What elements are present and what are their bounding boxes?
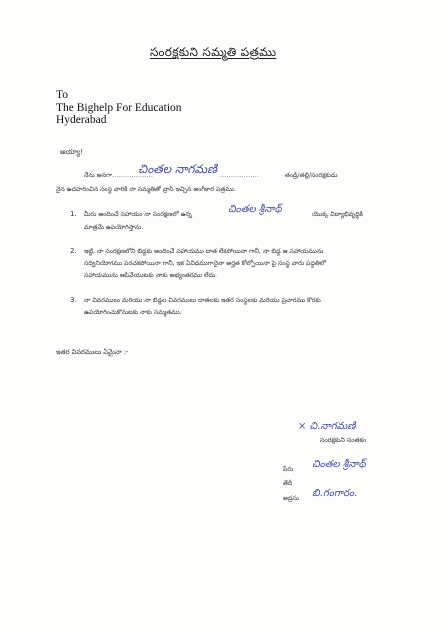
intro-dots-1: ................... <box>112 172 154 179</box>
item-1-number: 1. <box>70 210 77 218</box>
other-details-label: ఇతర వివరములు ఏమైనా :- <box>56 348 129 356</box>
item-2-line-1: ఇట్టి, నా సంరక్షణలోని బిడ్డకు అందించే సహాయము దాత లేకపోయినా గానీ, నా బిడ్డ ఆ సహాయమును <box>84 248 324 255</box>
item-2-number: 2. <box>70 247 77 255</box>
address-field-label: అడ్రసు <box>283 495 300 502</box>
item-2-line-2: సద్వినియోగము పరచకపోయినా గానీ, ఇక ఏవిధముగానైనా అర్హత కోల్పోయినా పై సంస్థ వారు పద్ధతిలో <box>84 260 327 267</box>
item-3-line-2: ఉపయోగించుకొనుటకు నాకు సమ్మతము. <box>84 309 182 316</box>
item-1-text-b: యొక్క విద్యాభివృద్ధికి <box>312 211 363 218</box>
recipient-address-block <box>56 89 182 127</box>
address-field-handwritten: బి.గంగారం. <box>312 488 358 499</box>
name-field-label: పేరు <box>283 466 294 473</box>
relation-options: తండ్రి/తల్లి/సంరక్షకుడు <box>285 172 338 179</box>
guardian-name-handwritten: చింతల నాగమణి <box>138 162 218 176</box>
recipient-organization: The Bighelp For Education <box>56 101 182 114</box>
guardian-signature-handwritten: × చి.నాగమణి <box>298 421 356 432</box>
recipient-city: Hyderabad <box>56 114 107 126</box>
item-1-line-2: మాత్రమే ఉపయోగిస్తాను. <box>84 224 144 231</box>
page-title: సంరక్షకుని సమ్మతి పత్రము <box>150 45 277 59</box>
child-name-handwritten: చింతల శ్రీనాథ్ <box>228 204 282 215</box>
item-2-line-3: సహాయమును ఆపివేయుటకు నాకు అభ్యంతరము లేదు. <box>84 272 217 279</box>
guardian-signature-label: సంరక్షకుని సంతకం <box>320 436 367 444</box>
recipient-to-label: To <box>56 89 68 101</box>
item-3-number: 3. <box>70 296 77 304</box>
name-field-handwritten: చింతల శ్రీనాథ్ <box>312 459 366 470</box>
intro-second-line: నైన ఉదహరించిన సంస్థ వారికి నా సమ్మతితో వ్రాసి ఇచ్చిన అంగీకార పత్రము. <box>56 186 236 193</box>
item-3-line-1: నా వివరములు మరియు నా బిడ్డల వివరములు దాతలకు ఇతర సంస్థలకు మరియు ప్రచారము కొరకు <box>84 297 321 304</box>
intro-prefix: నేను అనగా <box>84 172 112 179</box>
date-field-label: తేదీ <box>283 480 293 487</box>
salutation: అయ్యా! <box>60 148 83 156</box>
item-1-text-a: మీరు అందించే సహాయం నా సంరక్షణలో ఉన్న <box>84 211 192 218</box>
intro-dots-2: .................. <box>220 172 260 179</box>
